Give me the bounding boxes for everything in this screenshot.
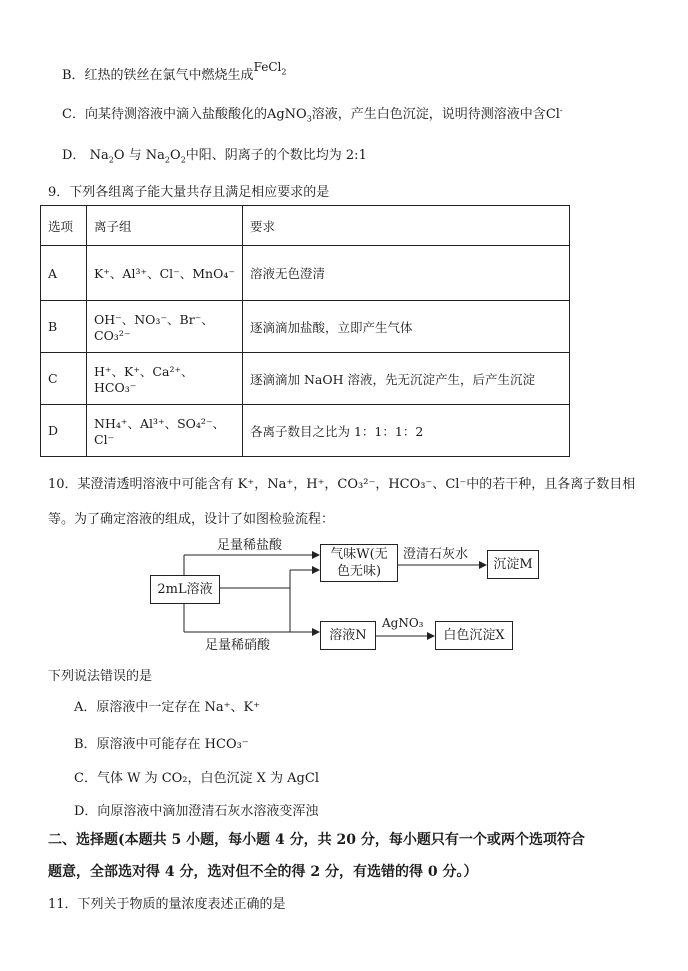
q8-option-d: D． $Na_2O$ 与 $Na_2O_2$中阳、阴离子的个数比均为 2:1 [62, 148, 367, 165]
q10-option-b: B．原溶液中可能存在 HCO₃⁻ [74, 737, 249, 752]
gas-w-box: 气味W(无色无味) [320, 544, 398, 582]
q10-option-d: D．向原溶液中滴加澄清石灰水溶液变浑浊 [74, 804, 319, 819]
precipitate-m-box: 沉淀M [487, 550, 539, 579]
table-row: A K⁺、Al³⁺、Cl⁻、MnO₄⁻ 溶液无色澄清 [41, 246, 570, 301]
q10-stem-line2: 等。为了确定溶液的组成，设计了如图检验流程： [48, 512, 335, 527]
bottom-arrow-label: 足量稀硝酸 [205, 638, 271, 653]
white-precipitate-x-box: 白色沉淀X [435, 621, 513, 650]
q11-stem: 11．下列关于物质的量浓度表述正确的是 [48, 897, 286, 912]
limewater-label: 澄清石灰水 [403, 547, 469, 562]
fecl2-formula: FeCl$_2$ [253, 60, 287, 77]
q9-stem: 9．下列各组离子能大量共存且满足相应要求的是 [48, 185, 330, 200]
q10-option-c: C．气体 W 为 CO₂，白色沉淀 X 为 AgCl [74, 771, 319, 786]
section2-header-line2: 题意，全部选对得 4 分，选对但不全的得 2 分，有选错的得 0 分。） [48, 864, 478, 880]
header-ions: 离子组 [87, 206, 243, 246]
solution-n-box: 溶液N [320, 621, 376, 650]
section2-header-line1: 二、选择题(本题共 5 小题，每小题 4 分，共 20 分，每小题只有一个或两个选项符合 [48, 832, 585, 848]
table-row: D NH₄⁺、Al³⁺、SO₄²⁻、Cl⁻ 各离子数目之比为 1：1：1：2 [41, 405, 570, 457]
header-option: 选项 [41, 206, 87, 246]
q8-option-b: B．红热的铁丝在氯气中燃烧生成FeCl$_2$ [62, 60, 287, 83]
q8-option-c: C．向某待测溶液中滴入盐酸酸化的AgNO$_3$溶液，产生白色沉淀，说明待测溶液中含Cl- [62, 105, 563, 124]
header-requirement: 要求 [243, 206, 570, 246]
start-solution-box: 2mL溶液 [150, 575, 220, 604]
q10-option-a: A．原溶液中一定存在 Na⁺、K⁺ [74, 700, 261, 715]
top-arrow-label: 足量稀盐酸 [217, 538, 283, 553]
agno3-label: AgNO₃ [382, 616, 424, 630]
table-row: C H⁺、K⁺、Ca²⁺、HCO₃⁻ 逐滴滴加 NaOH 溶液，先无沉淀产生，后产生沉淀 [41, 353, 570, 405]
q10-ask: 下列说法错误的是 [48, 669, 153, 684]
table-row: B OH⁻、NO₃⁻、Br⁻、CO₃²⁻ 逐滴滴加盐酸，立即产生气体 [41, 301, 570, 353]
q10-stem-line1: 10．某澄清透明溶液中可能含有 K⁺，Na⁺，H⁺，CO₃²⁻，HCO₃⁻、Cl⁻中的若干种，且各离子数目相 [48, 477, 636, 492]
